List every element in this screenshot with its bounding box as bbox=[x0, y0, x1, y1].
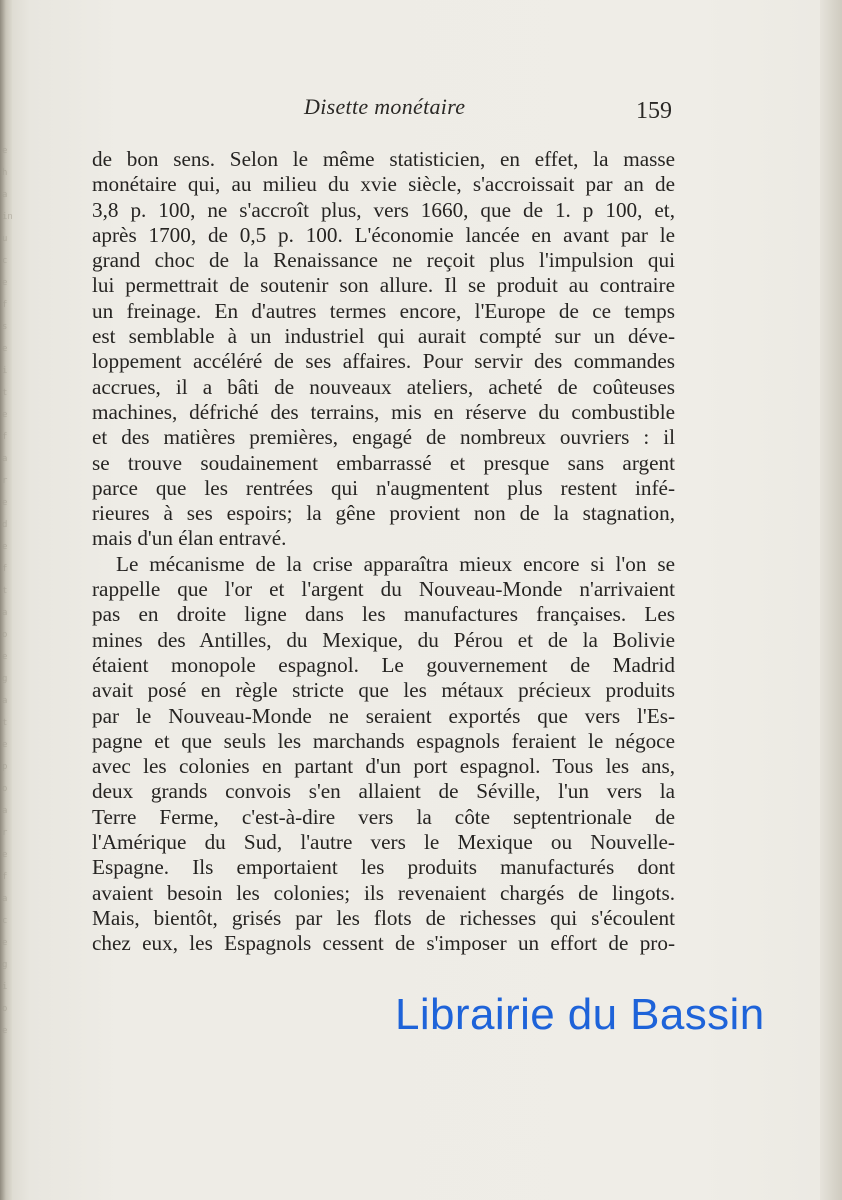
page-header bbox=[92, 92, 674, 126]
text-line: avait posé en règle stricte que les métaux précieux produits bbox=[92, 678, 675, 703]
seller-watermark: Librairie du Bassin bbox=[395, 990, 765, 1039]
text-line: rieures à ses espoirs; la gêne provient non de la stagnation, bbox=[92, 501, 675, 526]
text-line: et des matières premières, engagé de nombreux ouvriers : il bbox=[92, 425, 675, 450]
text-line: machines, défriché des terrains, mis en réserve du combustible bbox=[92, 399, 675, 424]
paragraph-start-line: Le mécanisme de la crise apparaîtra mieux encore si l'on se bbox=[116, 551, 675, 576]
text-line: avaient besoin les colonies; ils revenaient chargés de lingots. bbox=[92, 880, 675, 905]
text-line: par le Nouveau-Monde ne seraient exportés que vers l'Es- bbox=[92, 703, 675, 728]
text-line: parce que les rentrées qui n'augmentent plus restent infé- bbox=[92, 475, 675, 500]
body-text bbox=[92, 147, 675, 957]
text-line: Espagne. Ils emportaient les produits manufacturés dont bbox=[92, 855, 675, 880]
text-line: l'Amérique du Sud, l'autre vers le Mexique ou Nouvelle- bbox=[92, 830, 675, 855]
show-through-text: e h a in u c e f s e i t e f a r e d e f t a o e g a t e p o a r e f a c e g i o e bbox=[2, 146, 13, 1036]
text-line: chez eux, les Espagnols cessent de s'imposer un effort de pro- bbox=[92, 931, 675, 956]
text-line: 3,8 p. 100, ne s'accroît plus, vers 1660, que de 1. p 100, et, bbox=[92, 197, 675, 222]
page-number: 159 bbox=[636, 98, 672, 124]
text-line: avec les colonies en partant d'un port espagnol. Tous les ans, bbox=[92, 754, 675, 779]
text-line: pas en droite ligne dans les manufactures françaises. Les bbox=[92, 602, 675, 627]
text-line: Mais, bientôt, grisés par les flots de richesses qui s'écoulent bbox=[92, 905, 675, 930]
text-line: deux grands convois s'en allaient de Séville, l'un vers la bbox=[92, 779, 675, 804]
text-line: loppement accéléré de ses affaires. Pour servir des commandes bbox=[92, 349, 675, 374]
paragraph-end-line: mais d'un élan entravé. bbox=[92, 526, 287, 551]
page-edge-shadow bbox=[820, 0, 842, 1200]
text-line: mines des Antilles, du Mexique, du Pérou et de la Bolivie bbox=[92, 627, 675, 652]
text-line: monétaire qui, au milieu du xvie siècle, s'accroissait par an de bbox=[92, 172, 675, 197]
text-line: lui permettrait de soutenir son allure. Il se produit au contraire bbox=[92, 273, 675, 298]
text-line: Terre Ferme, c'est-à-dire vers la côte septentrionale de bbox=[92, 804, 675, 829]
text-line: après 1700, de 0,5 p. 100. L'économie lancée en avant par le bbox=[92, 222, 675, 247]
text-line: un freinage. En d'autres termes encore, l'Europe de ce temps bbox=[92, 298, 675, 323]
text-line: de bon sens. Selon le même statisticien, en effet, la masse bbox=[92, 147, 675, 171]
text-line: pagne et que seuls les marchands espagnols feraient le négoce bbox=[92, 728, 675, 753]
text-line: se trouve soudainement embarrassé et presque sans argent bbox=[92, 450, 675, 475]
text-line: étaient monopole espagnol. Le gouvernement de Madrid bbox=[92, 652, 675, 677]
text-line: rappelle que l'or et l'argent du Nouveau-Monde n'arrivaient bbox=[92, 577, 675, 602]
text-line: grand choc de la Renaissance ne reçoit plus l'impulsion qui bbox=[92, 248, 675, 273]
running-head: Disette monétaire bbox=[304, 94, 466, 119]
text-line: accrues, il a bâti de nouveaux ateliers, acheté de coûteuses bbox=[92, 374, 675, 399]
text-line: est semblable à un industriel qui aurait compté sur un déve- bbox=[92, 324, 675, 349]
